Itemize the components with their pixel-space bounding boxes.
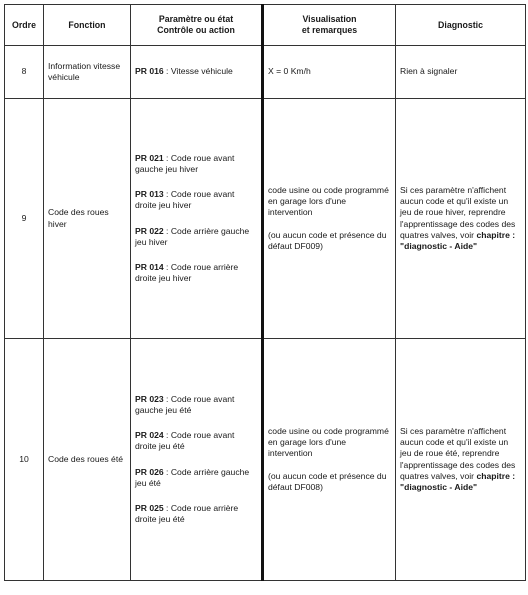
cell-ordre	[5, 46, 44, 99]
visualisation-default-note: (ou aucun code et présence du défaut DF009)	[268, 229, 387, 251]
header-visualisation-line2: et remarques	[301, 25, 358, 35]
diagnostic-chapter-reference: chapitre : "diagnostic - Aide"	[400, 470, 516, 492]
param-text: Code roue avant droite jeu été	[135, 430, 235, 452]
visualisation-remark: code usine ou code programmé en garage lors d'une intervention	[268, 425, 389, 459]
param-code: PR 025	[135, 502, 164, 513]
param-separator: :	[163, 66, 171, 77]
param-item	[135, 66, 257, 77]
param-separator: :	[163, 152, 171, 163]
param-text: Code roue arrière droite jeu été	[135, 502, 239, 525]
param-item	[135, 394, 257, 416]
param-separator: :	[163, 502, 171, 513]
cell-ordre	[5, 339, 44, 581]
param-code: PR 021	[135, 152, 164, 163]
cell-fonction	[44, 339, 131, 581]
cell-visualisation	[263, 46, 396, 99]
param-code: PR 026	[135, 466, 164, 477]
param-text: Code arrière gauche jeu hiver	[135, 225, 250, 247]
header-ordre	[5, 5, 44, 46]
ordre-value: 8	[21, 66, 27, 77]
param-code: PR 013	[135, 189, 164, 200]
fonction-value: Code des roues été	[48, 453, 124, 464]
cell-visualisation	[263, 99, 396, 339]
cell-parametre	[131, 46, 263, 99]
cell-visualisation	[263, 339, 396, 581]
header-row	[5, 5, 526, 46]
diagnostic-text: Si ces paramètre n'affichent aucun code et qu'il existe un jeu de roue hiver, reprendre l'apprentissage des codes des quatres valves, voir	[400, 184, 516, 240]
table-row	[5, 339, 526, 581]
param-text: Code roue avant gauche jeu été	[135, 393, 235, 415]
header-visualisation	[263, 5, 396, 46]
diagnostic-chapter-reference: chapitre : "diagnostic - Aide"	[400, 229, 516, 251]
header-fonction-label: Fonction	[68, 19, 106, 30]
visualisation-remark: code usine ou code programmé en garage lors d'une intervention	[268, 184, 389, 218]
cell-fonction	[44, 46, 131, 99]
cell-diagnostic	[396, 99, 526, 339]
header-parametre-line2: Contrôle ou action	[157, 25, 235, 35]
param-item	[135, 430, 257, 452]
table-row	[5, 99, 526, 339]
fonction-value: Code des roues hiver	[48, 207, 109, 229]
param-text: Code roue avant droite jeu hiver	[135, 189, 235, 211]
param-code: PR 016	[135, 66, 164, 77]
param-item	[135, 467, 257, 489]
param-item	[135, 153, 257, 175]
diagnostic-table	[4, 4, 526, 581]
header-parametre-line1: Paramètre ou état	[158, 14, 234, 24]
param-item	[135, 189, 257, 211]
param-code: PR 014	[135, 261, 164, 272]
cell-ordre	[5, 99, 44, 339]
param-separator: :	[163, 261, 171, 272]
param-separator: :	[163, 430, 171, 441]
param-code: PR 023	[135, 393, 164, 404]
param-item	[135, 503, 257, 525]
header-diagnostic	[396, 5, 526, 46]
ordre-value: 9	[21, 212, 27, 223]
ordre-value: 10	[19, 453, 29, 464]
cell-diagnostic	[396, 339, 526, 581]
table-row	[5, 46, 526, 99]
header-visualisation-line1: Visualisation	[302, 14, 357, 24]
cell-diagnostic	[396, 46, 526, 99]
cell-parametre	[131, 99, 263, 339]
cell-fonction	[44, 99, 131, 339]
cell-parametre	[131, 339, 263, 581]
param-item	[135, 262, 257, 284]
visualisation-default-note: (ou aucun code et présence du défaut DF008)	[268, 470, 387, 492]
param-text: Code roue avant gauche jeu hiver	[135, 152, 235, 174]
param-code: PR 022	[135, 225, 164, 236]
param-code: PR 024	[135, 430, 164, 441]
param-text: Vitesse véhicule	[170, 66, 233, 77]
param-separator: :	[163, 393, 171, 404]
param-separator: :	[163, 189, 171, 200]
header-fonction	[44, 5, 131, 46]
diagnostic-text: Si ces paramètre n'affichent aucun code et qu'il existe un jeu de roue été, reprendre l'apprentissage des codes des quatres valves, voir	[400, 425, 516, 481]
header-ordre-label: Ordre	[12, 19, 36, 30]
header-parametre	[131, 5, 263, 46]
visualisation-value: X = 0 Km/h	[268, 66, 311, 77]
param-item	[135, 226, 257, 248]
fonction-value: Information vitesse véhicule	[48, 60, 121, 82]
param-text: Code arrière gauche jeu été	[135, 466, 250, 488]
param-text: Code roue arrière droite jeu hiver	[135, 261, 239, 284]
param-separator: :	[163, 225, 171, 236]
param-separator: :	[163, 466, 171, 477]
header-diagnostic-label: Diagnostic	[438, 19, 483, 30]
diagnostic-value: Rien à signaler	[400, 66, 458, 77]
